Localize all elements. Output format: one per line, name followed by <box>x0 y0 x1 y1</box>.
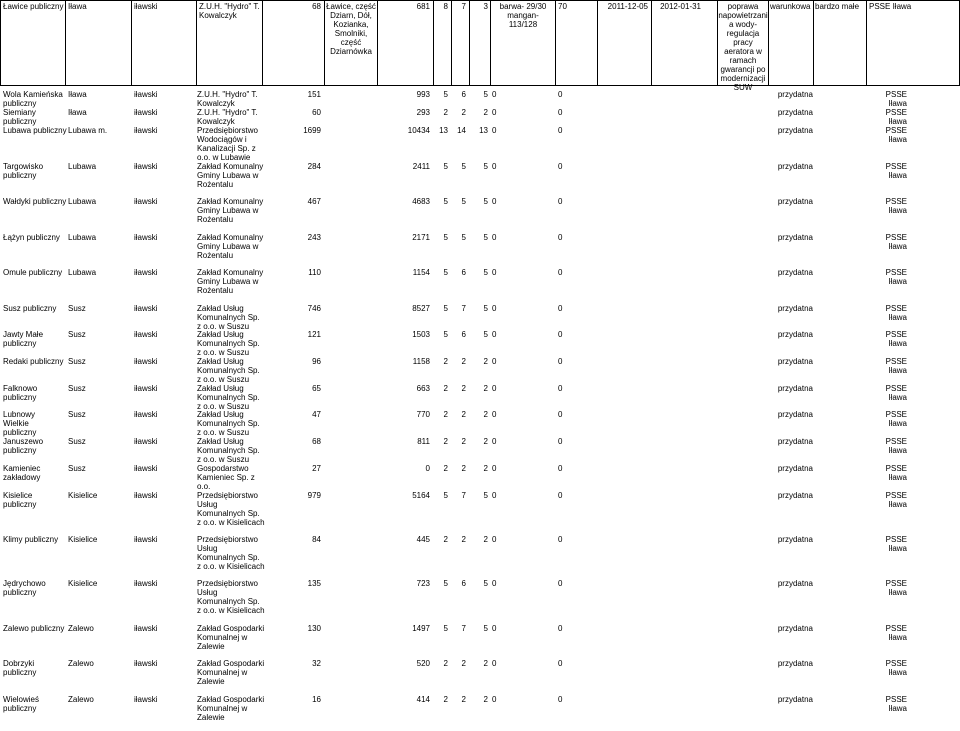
cell-divider <box>555 0 556 85</box>
row-org: PSSE Iława <box>885 233 907 251</box>
row-powiat: iławski <box>134 695 158 704</box>
cell-divider <box>490 0 491 85</box>
row-status: przydatna <box>777 90 813 99</box>
row-n3: 5 <box>443 197 448 206</box>
row-name: Lubawa publiczny <box>3 126 67 135</box>
row-n4: 5 <box>461 162 466 171</box>
row-n4: 5 <box>461 197 466 206</box>
row-n4: 2 <box>461 695 466 704</box>
row-n5: 2 <box>483 410 488 419</box>
row-n4: 2 <box>461 384 466 393</box>
row-owner: Zakład Usług Komunalnych Sp. z o.o. w Suszu <box>197 304 260 331</box>
row-gmina: Susz <box>68 410 86 419</box>
row-n4: 14 <box>457 126 466 135</box>
row-owner: Zakład Gospodarki Komunalnej w Zalewie <box>197 695 265 722</box>
row-gmina: Lubawa m. <box>68 126 108 135</box>
row-status: przydatna <box>777 437 813 446</box>
row-gmina: Lubawa <box>68 197 97 206</box>
row-n5: 5 <box>483 304 488 313</box>
row-name: Targowisko publiczny <box>3 162 44 180</box>
row-gmina: Susz <box>68 304 86 313</box>
row-powiat: iławski <box>134 491 158 500</box>
row-n2: 520 <box>416 659 430 668</box>
row-org: PSSE Iława <box>885 384 907 402</box>
row-name: Susz publiczny <box>3 304 57 313</box>
row-n1: 135 <box>307 579 321 588</box>
row-n1: 27 <box>312 464 321 473</box>
top-row <box>0 0 960 92</box>
row-name: Klimy publiczny <box>3 535 59 544</box>
cell-divider <box>651 0 652 85</box>
cell-divider <box>597 0 598 85</box>
row-org: PSSE Iława <box>885 579 907 597</box>
cell-org: PSSE Iława <box>869 2 912 11</box>
row-owner: Zakład Gospodarki Komunalnej w Zalewie <box>197 624 265 651</box>
row-n5: 2 <box>483 437 488 446</box>
row-n4: 2 <box>461 659 466 668</box>
row-n2: 2171 <box>412 233 430 242</box>
row-status: przydatna <box>777 384 813 393</box>
row-owner: Zakład Usług Komunalnych Sp. z o.o. w Suszu <box>197 437 260 464</box>
cell-value: 681 <box>416 2 430 11</box>
row-n5: 2 <box>483 464 488 473</box>
row-gmina: Kisielice <box>68 535 98 544</box>
row-z1: 0 <box>492 268 497 277</box>
row-z1: 0 <box>492 624 497 633</box>
cell-parameters: barwa- 29/30 mangan- 113/128 <box>499 2 547 29</box>
row-n1: 65 <box>312 384 321 393</box>
row-powiat: iławski <box>134 624 158 633</box>
cell-action: poprawa napowietrzani a wody- regulacja pracy aeratora w ramach gwarancji po modernizacji SUW <box>718 2 768 92</box>
row-n4: 6 <box>461 330 466 339</box>
row-z1: 0 <box>492 695 497 704</box>
row-gmina: Lubawa <box>68 233 97 242</box>
row-name: Wałdyki publiczny <box>3 197 67 206</box>
cell-divider <box>262 0 263 85</box>
row-n1: 68 <box>312 437 321 446</box>
row-status: przydatna <box>777 268 813 277</box>
row-name: Jawty Małe publiczny <box>3 330 44 348</box>
row-n3: 5 <box>443 162 448 171</box>
row-n5: 2 <box>483 384 488 393</box>
row-z2: 0 <box>558 268 563 277</box>
row-z2: 0 <box>558 357 563 366</box>
row-n3: 5 <box>443 624 448 633</box>
row-n5: 5 <box>483 491 488 500</box>
cell-value: 7 <box>461 2 466 11</box>
row-n2: 1497 <box>412 624 430 633</box>
row-n3: 5 <box>443 304 448 313</box>
row-n1: 96 <box>312 357 321 366</box>
row-n5: 2 <box>483 357 488 366</box>
row-name: Wielowieś publiczny <box>3 695 40 713</box>
row-owner: Zakład Usług Komunalnych Sp. z o.o. w Suszu <box>197 384 260 411</box>
row-z2: 0 <box>558 108 563 117</box>
row-n2: 5164 <box>412 491 430 500</box>
row-status: przydatna <box>777 659 813 668</box>
row-gmina: Susz <box>68 384 86 393</box>
row-org: PSSE Iława <box>885 126 907 144</box>
row-n3: 2 <box>443 535 448 544</box>
row-z2: 0 <box>558 162 563 171</box>
cell-name: Ławice publiczny <box>3 2 64 11</box>
row-n5: 2 <box>483 695 488 704</box>
row-n4: 7 <box>461 624 466 633</box>
row-powiat: iławski <box>134 162 158 171</box>
row-n1: 32 <box>312 659 321 668</box>
row-n3: 2 <box>443 384 448 393</box>
cell-value: 3 <box>483 2 488 11</box>
row-org: PSSE Iława <box>885 304 907 322</box>
row-name: Kisielice publiczny <box>3 491 37 509</box>
row-n1: 130 <box>307 624 321 633</box>
row-n3: 5 <box>443 330 448 339</box>
row-n1: 121 <box>307 330 321 339</box>
row-n4: 2 <box>461 437 466 446</box>
row-z2: 0 <box>558 197 563 206</box>
row-org: PSSE Iława <box>885 491 907 509</box>
row-n5: 2 <box>483 659 488 668</box>
row-n4: 6 <box>461 90 466 99</box>
row-z2: 0 <box>558 437 563 446</box>
row-status: przydatna <box>777 535 813 544</box>
row-z1: 0 <box>492 659 497 668</box>
row-n3: 5 <box>443 491 448 500</box>
row-z2: 0 <box>558 90 563 99</box>
row-n3: 2 <box>443 108 448 117</box>
row-status: przydatna <box>777 197 813 206</box>
row-n2: 2411 <box>412 162 430 171</box>
row-owner: Gospodarstwo Kamieniec Sp. z o.o. <box>197 464 255 491</box>
row-powiat: iławski <box>134 233 158 242</box>
row-z1: 0 <box>492 162 497 171</box>
row-owner: Zakład Usług Komunalnych Sp. z o.o. w Suszu <box>197 357 260 384</box>
row-org: PSSE Iława <box>885 695 907 713</box>
row-gmina: Kisielice <box>68 491 98 500</box>
row-name: Łążyn publiczny <box>3 233 60 242</box>
row-z1: 0 <box>492 197 497 206</box>
cell-divider <box>324 0 325 85</box>
row-z1: 0 <box>492 304 497 313</box>
row-z2: 0 <box>558 695 563 704</box>
row-z2: 0 <box>558 304 563 313</box>
row-name: Dobrzyki publiczny <box>3 659 37 677</box>
cell-divider <box>377 0 378 85</box>
row-gmina: Zalewo <box>68 695 94 704</box>
row-n2: 993 <box>416 90 430 99</box>
row-powiat: iławski <box>134 197 158 206</box>
row-n2: 0 <box>425 464 430 473</box>
row-n2: 293 <box>416 108 430 117</box>
row-n4: 2 <box>461 108 466 117</box>
row-z2: 0 <box>558 410 563 419</box>
row-owner: Zakład Usług Komunalnych Sp. z o.o. w Suszu <box>197 330 260 357</box>
row-z2: 0 <box>558 624 563 633</box>
row-z1: 0 <box>492 108 497 117</box>
row-powiat: iławski <box>134 535 158 544</box>
row-z2: 0 <box>558 384 563 393</box>
cell-count: 68 <box>312 2 321 11</box>
row-n3: 2 <box>443 695 448 704</box>
row-n1: 16 <box>312 695 321 704</box>
row-n3: 5 <box>443 579 448 588</box>
row-z1: 0 <box>492 330 497 339</box>
row-z1: 0 <box>492 579 497 588</box>
cell-powiat: iławski <box>134 2 158 11</box>
row-org: PSSE Iława <box>885 162 907 180</box>
cell-divider <box>469 0 470 85</box>
row-status: przydatna <box>777 304 813 313</box>
top-border <box>0 0 960 1</box>
row-n4: 2 <box>461 410 466 419</box>
row-z1: 0 <box>492 384 497 393</box>
row-owner: Zakład Usług Komunalnych Sp. z o.o. w Suszu <box>197 410 260 437</box>
row-powiat: iławski <box>134 330 158 339</box>
row-owner: Zakład Komunalny Gminy Lubawa w Rożentalu <box>197 162 264 189</box>
cell-value: 70 <box>558 2 567 11</box>
row-powiat: iławski <box>134 659 158 668</box>
row-status: przydatna <box>777 410 813 419</box>
row-owner: Przedsiębiorstwo Usług Komunalnych Sp. z o.o. w Kisielicach <box>197 535 265 571</box>
row-n2: 445 <box>416 535 430 544</box>
row-n5: 5 <box>483 233 488 242</box>
row-org: PSSE Iława <box>885 410 907 428</box>
row-n1: 151 <box>307 90 321 99</box>
row-z1: 0 <box>492 491 497 500</box>
row-status: przydatna <box>777 162 813 171</box>
row-n1: 47 <box>312 410 321 419</box>
row-z1: 0 <box>492 437 497 446</box>
row-n2: 663 <box>416 384 430 393</box>
row-powiat: iławski <box>134 384 158 393</box>
row-n4: 7 <box>461 304 466 313</box>
row-n3: 5 <box>443 268 448 277</box>
row-gmina: Susz <box>68 464 86 473</box>
row-z2: 0 <box>558 464 563 473</box>
row-n2: 8527 <box>412 304 430 313</box>
row-org: PSSE Iława <box>885 330 907 348</box>
row-n2: 770 <box>416 410 430 419</box>
row-powiat: iławski <box>134 410 158 419</box>
row-n1: 1699 <box>303 126 321 135</box>
row-gmina: Kisielice <box>68 579 98 588</box>
cell-divider <box>0 0 1 85</box>
row-status: przydatna <box>777 126 813 135</box>
row-name: Lubnowy Wielkie publiczny <box>3 410 37 437</box>
row-org: PSSE Iława <box>885 464 907 482</box>
row-name: Siemiany publiczny <box>3 108 37 126</box>
row-n1: 60 <box>312 108 321 117</box>
row-name: Omule publiczny <box>3 268 63 277</box>
cell-divider <box>131 0 132 85</box>
row-n1: 284 <box>307 162 321 171</box>
row-gmina: Lubawa <box>68 268 97 277</box>
cell-risk: bardzo małe <box>815 2 860 11</box>
row-powiat: iławski <box>134 304 158 313</box>
row-org: PSSE Iława <box>885 90 907 108</box>
row-z1: 0 <box>492 90 497 99</box>
row-gmina: Iława <box>68 90 87 99</box>
row-org: PSSE Iława <box>885 357 907 375</box>
row-powiat: iławski <box>134 90 158 99</box>
row-n3: 5 <box>443 233 448 242</box>
row-owner: Zakład Komunalny Gminy Lubawa w Rożentalu <box>197 268 264 295</box>
row-n3: 5 <box>443 90 448 99</box>
row-n4: 6 <box>461 268 466 277</box>
row-powiat: iławski <box>134 464 158 473</box>
row-powiat: iławski <box>134 579 158 588</box>
row-name: Zalewo publiczny <box>3 624 65 633</box>
row-status: przydatna <box>777 491 813 500</box>
row-z2: 0 <box>558 659 563 668</box>
row-n5: 5 <box>483 579 488 588</box>
row-org: PSSE Iława <box>885 535 907 553</box>
row-owner: Przedsiębiorstwo Usług Komunalnych Sp. z o.o. w Kisielicach <box>197 579 265 615</box>
row-n4: 5 <box>461 233 466 242</box>
row-owner: Z.U.H. "Hydro" T. Kowalczyk <box>197 90 258 108</box>
row-name: Redaki publiczny <box>3 357 64 366</box>
cell-status: warunkowa <box>770 2 811 11</box>
row-owner: Przedsiębiorstwo Wodociągów i Kanalizacji Sp. z o.o. w Lubawie <box>197 126 258 162</box>
row-powiat: iławski <box>134 357 158 366</box>
row-z2: 0 <box>558 126 563 135</box>
row-name: Januszewo publiczny <box>3 437 44 455</box>
row-name: Wola Kamieńska publiczny <box>3 90 63 108</box>
row-org: PSSE Iława <box>885 624 907 642</box>
row-n4: 2 <box>461 357 466 366</box>
row-gmina: Zalewo <box>68 624 94 633</box>
row-n2: 811 <box>417 437 430 446</box>
row-n3: 2 <box>443 437 448 446</box>
row-n1: 243 <box>307 233 321 242</box>
row-org: PSSE Iława <box>885 197 907 215</box>
row-n5: 5 <box>483 90 488 99</box>
row-gmina: Zalewo <box>68 659 94 668</box>
row-gmina: Iława <box>68 108 87 117</box>
row-z2: 0 <box>558 579 563 588</box>
row-n5: 2 <box>483 535 488 544</box>
row-n2: 4683 <box>412 197 430 206</box>
row-owner: Przedsiębiorstwo Usług Komunalnych Sp. z o.o. w Kisielicach <box>197 491 265 527</box>
row-n4: 6 <box>461 579 466 588</box>
cell-localities: Ławice, część Dziarn, Dół, Kozianka, Smolniki, część Dziarnówka <box>326 2 376 56</box>
cell-divider <box>866 0 867 85</box>
row-z1: 0 <box>492 233 497 242</box>
row-status: przydatna <box>777 233 813 242</box>
row-n4: 2 <box>461 464 466 473</box>
row-n5: 5 <box>483 330 488 339</box>
cell-date-end: 2012-01-31 <box>660 2 701 11</box>
row-n3: 13 <box>439 126 448 135</box>
row-org: PSSE Iława <box>885 108 907 126</box>
row-n4: 7 <box>461 491 466 500</box>
row-n3: 2 <box>443 464 448 473</box>
row-n5: 13 <box>479 126 488 135</box>
cell-date-start: 2011-12-05 <box>607 2 648 11</box>
row-n2: 1154 <box>412 268 430 277</box>
row-gmina: Lubawa <box>68 162 97 171</box>
row-owner: Z.U.H. "Hydro" T. Kowalczyk <box>197 108 258 126</box>
row-z2: 0 <box>558 491 563 500</box>
row-name: Jędrychowo publiczny <box>3 579 46 597</box>
row-z1: 0 <box>492 357 497 366</box>
cell-gmina: Iława <box>68 2 87 11</box>
row-status: przydatna <box>777 579 813 588</box>
row-status: przydatna <box>777 108 813 117</box>
row-n1: 746 <box>307 304 321 313</box>
row-owner: Zakład Komunalny Gminy Lubawa w Rożentalu <box>197 197 264 224</box>
row-n2: 723 <box>416 579 430 588</box>
row-z2: 0 <box>558 535 563 544</box>
row-org: PSSE Iława <box>885 268 907 286</box>
cell-divider <box>768 0 769 85</box>
cell-divider <box>433 0 434 85</box>
row-n2: 1503 <box>412 330 430 339</box>
row-owner: Zakład Gospodarki Komunalnej w Zalewie <box>197 659 265 686</box>
row-status: przydatna <box>777 695 813 704</box>
row-n1: 467 <box>307 197 321 206</box>
row-gmina: Susz <box>68 357 86 366</box>
row-n2: 1158 <box>412 357 430 366</box>
row-name: Kamieniec zakładowy <box>3 464 41 482</box>
row-status: przydatna <box>777 330 813 339</box>
row-name: Falknowo publiczny <box>3 384 38 402</box>
row-n1: 84 <box>312 535 321 544</box>
cell-divider <box>451 0 452 85</box>
row-n5: 2 <box>483 108 488 117</box>
row-n4: 2 <box>461 535 466 544</box>
row-status: przydatna <box>777 624 813 633</box>
row-org: PSSE Iława <box>885 659 907 677</box>
row-z1: 0 <box>492 410 497 419</box>
cell-owner: Z.U.H. "Hydro" T. Kowalczyk <box>199 2 260 20</box>
row-n3: 2 <box>443 357 448 366</box>
row-z1: 0 <box>492 535 497 544</box>
row-z2: 0 <box>558 330 563 339</box>
cell-value: 8 <box>443 2 448 11</box>
row-z1: 0 <box>492 126 497 135</box>
row-powiat: iławski <box>134 108 158 117</box>
row-gmina: Susz <box>68 437 86 446</box>
row-gmina: Susz <box>68 330 86 339</box>
row-n2: 10434 <box>407 126 430 135</box>
row-powiat: iławski <box>134 437 158 446</box>
row-n3: 2 <box>443 410 448 419</box>
row-z1: 0 <box>492 464 497 473</box>
cell-divider <box>813 0 814 85</box>
row-org: PSSE Iława <box>885 437 907 455</box>
cell-divider <box>196 0 197 85</box>
row-n5: 5 <box>483 162 488 171</box>
row-n3: 2 <box>443 659 448 668</box>
row-status: przydatna <box>777 464 813 473</box>
row-n1: 979 <box>307 491 321 500</box>
row-n1: 110 <box>308 268 321 277</box>
row-n2: 414 <box>416 695 430 704</box>
row-n5: 5 <box>483 268 488 277</box>
row-powiat: iławski <box>134 126 158 135</box>
row-n5: 5 <box>483 197 488 206</box>
row-owner: Zakład Komunalny Gminy Lubawa w Rożentalu <box>197 233 264 260</box>
bottom-border <box>0 85 960 86</box>
row-status: przydatna <box>777 357 813 366</box>
row-powiat: iławski <box>134 268 158 277</box>
row-n5: 5 <box>483 624 488 633</box>
cell-divider <box>65 0 66 85</box>
row-z2: 0 <box>558 233 563 242</box>
